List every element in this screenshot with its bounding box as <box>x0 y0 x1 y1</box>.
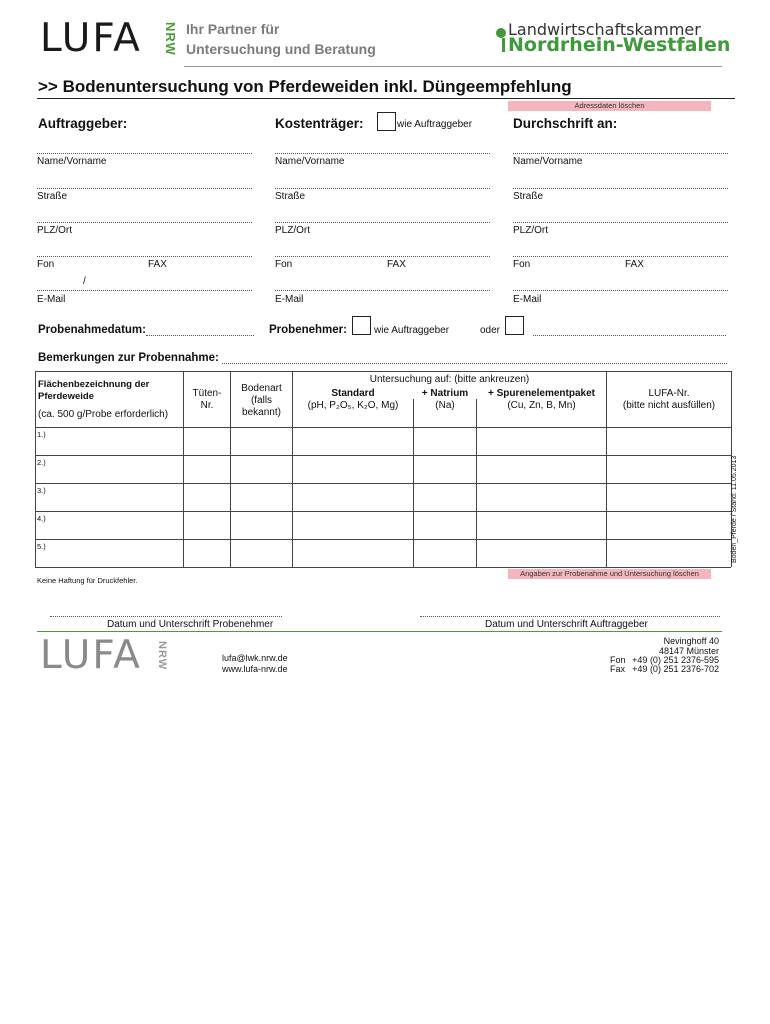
copy-city-label: PLZ/Ort <box>513 225 549 236</box>
clear-address-button[interactable]: Adressdaten löschen <box>508 101 711 111</box>
tagline-line2: Untersuchung und Beratung <box>186 41 376 57</box>
copy-fax-label: FAX <box>625 259 644 270</box>
copy-city-input[interactable] <box>513 222 728 223</box>
client-heading: Auftraggeber: <box>38 116 128 131</box>
client-name-label: Name/Vorname <box>37 156 107 167</box>
sampler-signature-input[interactable] <box>50 616 282 617</box>
client-email-label: E-Mail <box>37 294 66 305</box>
client-phone-input[interactable] <box>37 256 252 257</box>
sampler-signature-label: Datum und Unterschrift Probenehmer <box>107 619 274 630</box>
client-street-label: Straße <box>37 191 68 202</box>
chamber-name-line1: Landwirtschaftskammer <box>508 20 701 39</box>
footer-web-link[interactable]: www.lufa-nrw.de <box>222 664 288 674</box>
copy-name-label: Name/Vorname <box>513 156 583 167</box>
footer-phone-label: Fon <box>610 655 626 665</box>
copy-street-label: Straße <box>513 191 544 202</box>
col-sodium-sub: (Na) <box>435 400 455 411</box>
payer-street-input[interactable] <box>275 188 490 189</box>
client-city-input[interactable] <box>37 222 252 223</box>
chamber-name-line2: Nordrhein-Westfalen <box>508 34 731 56</box>
client-slash: / <box>83 276 86 287</box>
payer-phone-label: Fon <box>275 259 293 270</box>
payer-phone-input[interactable] <box>275 256 490 257</box>
client-email-input[interactable] <box>37 290 252 291</box>
table-row: 5.) <box>37 542 46 551</box>
lufa-logo: LUFA <box>40 16 142 61</box>
client-city-label: PLZ/Ort <box>37 225 73 236</box>
footer-email-link[interactable]: lufa@lwk.nrw.de <box>222 653 288 663</box>
footer-divider <box>37 631 722 632</box>
sampler-other-checkbox[interactable] <box>505 316 524 335</box>
client-phone-label: Fon <box>37 259 55 270</box>
copy-heading: Durchschrift an: <box>513 116 618 131</box>
col-standard-header: Standard <box>331 388 375 399</box>
client-name-input[interactable] <box>37 153 252 154</box>
clear-sampling-button[interactable]: Angaben zur Probenahme und Untersuchung löschen <box>508 569 711 579</box>
payer-name-input[interactable] <box>275 153 490 154</box>
copy-street-input[interactable] <box>513 188 728 189</box>
payer-name-label: Name/Vorname <box>275 156 345 167</box>
col-sodium-header: + Natrium <box>421 388 469 399</box>
payer-email-label: E-Mail <box>275 294 304 305</box>
table-row: 2.) <box>37 458 46 467</box>
col-lufa-sub: (bitte nicht ausfüllen) <box>622 400 716 411</box>
sampler-same-label: wie Auftraggeber <box>374 325 450 336</box>
client-street-input[interactable] <box>37 188 252 189</box>
col-bag-header: Tüten- Nr. <box>192 388 222 411</box>
sampler-label: Probenehmer: <box>269 324 347 336</box>
sampling-date-label: Probenahmedatum: <box>38 324 146 336</box>
footer-fax: +49 (0) 251 2376-702 <box>632 664 719 674</box>
sampler-or-label: oder <box>480 325 501 336</box>
col-area-header: Flächenbezeichnung der Pferdeweide <box>38 379 150 402</box>
footer-fax-label: Fax <box>610 664 626 674</box>
form-version-note: Boden_Pferde / Stand: 11.05.2013 <box>731 455 738 563</box>
form-title: >> Bodenuntersuchung von Pferdeweiden inkl. Düngeempfehlung <box>38 77 572 96</box>
payer-city-input[interactable] <box>275 222 490 223</box>
title-underline <box>37 98 735 99</box>
copy-phone-input[interactable] <box>513 256 728 257</box>
table-row: 4.) <box>37 514 46 523</box>
footer-phone: +49 (0) 251 2376-595 <box>632 655 719 665</box>
col-lufa-header: LUFA-Nr. <box>648 388 690 399</box>
col-trace-header: + Spurenelementpaket <box>488 388 595 399</box>
analysis-header: Untersuchung auf: (bitte ankreuzen) <box>369 374 530 385</box>
copy-phone-label: Fon <box>513 259 531 270</box>
remarks-label: Bemerkungen zur Probennahme: <box>38 352 219 364</box>
col-soil-header: Bodenart (falls bekannt) <box>241 383 282 418</box>
tagline-line1: Ihr Partner für <box>186 21 280 37</box>
sampler-other-input[interactable] <box>533 335 726 336</box>
payer-street-label: Straße <box>275 191 306 202</box>
client-signature-input[interactable] <box>420 616 720 617</box>
chamber-logo-dot <box>496 28 506 38</box>
remarks-input[interactable] <box>222 363 727 364</box>
copy-email-input[interactable] <box>513 290 728 291</box>
client-signature-label: Datum und Unterschrift Auftraggeber <box>485 619 648 630</box>
payer-fax-label: FAX <box>387 259 406 270</box>
payer-heading: Kostenträger: <box>275 116 364 131</box>
lufa-logo-nrw: NRW <box>163 22 178 56</box>
table-row: 1.) <box>37 430 46 439</box>
copy-name-input[interactable] <box>513 153 728 154</box>
chamber-logo-stem <box>502 38 505 52</box>
payer-city-label: PLZ/Ort <box>275 225 311 236</box>
table-row: 3.) <box>37 486 46 495</box>
footer-lufa-logo-nrw: NRW <box>156 641 168 671</box>
client-fax-label: FAX <box>148 259 167 270</box>
no-liability-note: Keine Haftung für Druckfehler. <box>37 576 138 585</box>
col-area-note: (ca. 500 g/Probe erforderlich) <box>38 409 169 420</box>
copy-email-label: E-Mail <box>513 294 542 305</box>
col-standard-sub: (pH, P₂O₅, K₂O, Mg) <box>307 400 399 411</box>
header-divider <box>184 66 722 67</box>
sampling-date-input[interactable] <box>146 335 254 336</box>
footer-street: Nevinghoff 40 <box>663 636 719 646</box>
payer-same-label: wie Auftraggeber <box>397 119 473 130</box>
payer-email-input[interactable] <box>275 290 490 291</box>
sampler-same-checkbox[interactable] <box>352 316 371 335</box>
payer-same-checkbox[interactable] <box>377 112 396 131</box>
footer-lufa-logo: LUFA <box>40 633 142 678</box>
footer-city: 48147 Münster <box>658 646 719 656</box>
col-trace-sub: (Cu, Zn, B, Mn) <box>507 400 576 411</box>
